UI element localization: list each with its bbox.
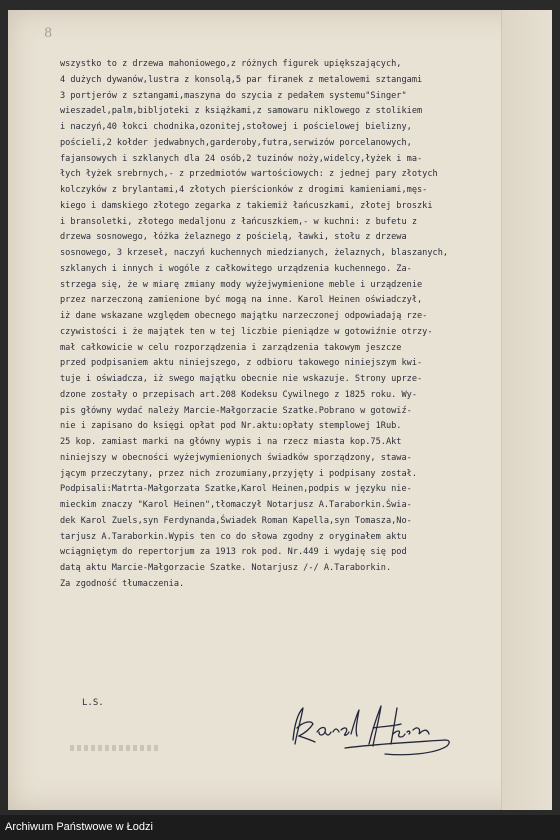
document-line: mał całkowicie w celu rozporządzenia i zarządzenia takowym jeszcze (60, 342, 402, 353)
document-line: szklanych i innych i wogóle z całkowitego urządzenia kuchennego. Za- (60, 263, 412, 274)
document-line: sosnowego, 3 krzeseł, naczyń kuchennych miedzianych, żelaznych, blaszanych, (60, 248, 449, 258)
document-line: jącym przeczytany, przez nich zrozumiany,przyjęty i podpisany został. (60, 468, 417, 479)
document-line: datą aktu Marcie-Małgorzacie Szatke. Notarjusz /-/ A.Taraborkin. (60, 563, 392, 573)
handwritten-signature (285, 700, 455, 760)
document-line: kolczyków z brylantami,4 złotych pierścionków z drogimi kamieniami,męs- (60, 185, 428, 195)
document-line: mieckim znaczy "Karol Heinen",tłomaczył Notarjusz A.Taraborkin.Świa- (60, 500, 412, 510)
archive-label: Archiwum Państwowe w Łodzi (5, 821, 153, 833)
document-line: tarjusz A.Taraborkin.Wypis ten co do słowa zgodny z oryginałem aktu (60, 531, 407, 542)
document-line: Za zgodność tłumaczenia. (60, 578, 185, 589)
ls-seal-mark: L.S. (82, 698, 104, 708)
document-line: drzewa sosnowego, łóżka żelaznego z pościelą, ławki, stołu z drzewa (60, 232, 407, 243)
document-line: i bransoletki, złotego medaljonu z łańcuszkiem,- w kuchni: z bufetu z (60, 216, 417, 227)
page-right-edge (501, 10, 552, 810)
document-line: pościeli,2 kołder jedwabnych,garderoby,futra,serwizów porcelanowych, (60, 137, 412, 148)
document-line: pis główny wydać należy Marcie-Małgorzacie Szatke.Pobrano w gotowiź- (60, 405, 412, 416)
document-line: tuje i oświadcza, iż swego majątku obecnie nie wskazuje. Strony uprze- (60, 374, 423, 384)
document-line: niniejszy w obecności wyżejwymienionych świadków sporządzony, stawa- (60, 452, 412, 463)
document-line: wieszadel,palm,bibljoteki z książkami,z samowaru niklowego z stolikiem (60, 106, 423, 117)
document-line: wszystko to z drzewa mahoniowego,z różnych figurek upiększających, (60, 59, 402, 69)
document-line: iż dane wskazane względem obecnego majątku narzeczonej odpowiadają rze- (60, 311, 428, 321)
document-line: strzega się, że w miarę zmiany mody wyżejwymienione meble i urządzenie (60, 279, 423, 290)
document-line: nie i zapisano do księgi opłat pod Nr.aktu:opłaty stemplowej 1Rub. (60, 421, 402, 432)
document-line: 3 portjerów z sztangami,maszyna do szycia z pedałem systemu"Singer" (60, 90, 407, 101)
document-line: wciągniętym do repertorjum za 1913 rok pod. Nr.449 i wydaję się pod (60, 547, 407, 558)
page-number-mark: 8 (44, 26, 53, 41)
document-line: 4 dużych dywanów,lustra z konsolą,5 par firanek z metalowemi sztangami (60, 74, 423, 85)
faded-stamp-note (70, 745, 160, 751)
document-body-text (60, 57, 486, 593)
archive-footer-bar (0, 815, 560, 840)
document-line: kiego i damskiego złotego zegarka z takiemiż łańcuszkami, złotej broszki (60, 200, 433, 211)
document-line: dek Karol Zuels,syn Ferdynanda,Świadek Roman Kapella,syn Tomasza,No- (60, 515, 412, 526)
document-line: czywistości i że majątek ten w tej liczbie pieniądze w gotowiźnie otrzy- (60, 326, 433, 337)
document-line: i naczyń,40 łokci chodnika,ozonitej,stołowej i pościelowej bielizny, (60, 122, 412, 132)
document-line: 25 kop. zamiast marki na główny wypis i na rzecz miasta kop.75.Akt (60, 437, 402, 447)
document-line: przez narzeczoną zamienione być mogą na inne. Karol Heinen oświadczył, (60, 295, 423, 306)
document-line: dzone zostały o przepisach art.208 Kodeksu Cywilnego z 1825 roku. Wy- (60, 389, 417, 400)
document-line: łych łyżek srebrnych,- z przedmiotów wartościowych: z jednej pary złotych (60, 169, 438, 180)
document-line: przed podpisaniem aktu niniejszego, z odbioru takowego niniejszym kwi- (60, 358, 423, 369)
document-line: fajansowych i szklanych dla 24 osób,2 tuzinów noży,widelcy,łyżek i ma- (60, 153, 423, 164)
document-line: Podpisali:Matrta-Małgorzata Szatke,Karol Heinen,podpis w języku nie- (60, 484, 412, 495)
